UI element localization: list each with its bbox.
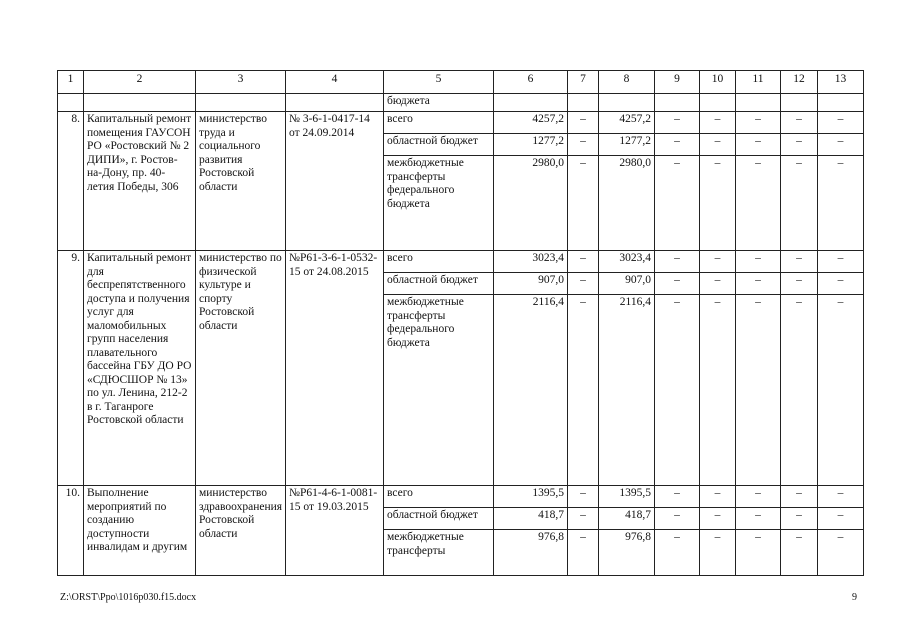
column-number: 13 bbox=[818, 71, 864, 94]
column-number: 1 bbox=[58, 71, 84, 94]
value-cell-9: – bbox=[655, 251, 700, 273]
value-cell-6: 4257,2 bbox=[494, 112, 568, 134]
column-number: 4 bbox=[286, 71, 384, 94]
file-path: Z:\ORST\Ppo\1016p030.f15.docx bbox=[60, 592, 197, 603]
value-cell-7: – bbox=[568, 251, 599, 273]
column-number: 5 bbox=[384, 71, 494, 94]
value-cell-9: – bbox=[655, 112, 700, 134]
value-cell-9: – bbox=[655, 156, 700, 251]
value-cell-8: 4257,2 bbox=[599, 112, 655, 134]
value-cell-8: 2980,0 bbox=[599, 156, 655, 251]
continuation-row bbox=[58, 94, 864, 112]
value-cell-12: – bbox=[781, 134, 818, 156]
value-cell-11: – bbox=[736, 486, 781, 508]
table-row bbox=[58, 112, 864, 134]
value-cell-10: – bbox=[700, 112, 736, 134]
column-number: 11 bbox=[736, 71, 781, 94]
value-cell-10: – bbox=[700, 295, 736, 486]
value-cell-11: – bbox=[736, 530, 781, 576]
value-cell-8: 907,0 bbox=[599, 273, 655, 295]
page-number: 9 bbox=[852, 592, 857, 603]
value-cell-13: – bbox=[818, 134, 864, 156]
column-number-header-row bbox=[58, 71, 864, 94]
value-cell-12: – bbox=[781, 486, 818, 508]
value-cell-12: – bbox=[781, 156, 818, 251]
value-cell-6: 418,7 bbox=[494, 508, 568, 530]
value-cell-10: – bbox=[700, 508, 736, 530]
value-cell-9: – bbox=[655, 295, 700, 486]
value-cell-10: – bbox=[700, 134, 736, 156]
value-cell-7: – bbox=[568, 156, 599, 251]
responsible-ministry: министерство по физической культуре и спорту Ростовской области bbox=[196, 251, 286, 486]
object-name: Капитальный ремонт для беспрепятственного доступа и получения услуг для маломобильных групп населения плавательного бассейна ГБУ ДО РО «СДЮСШОР № 13» по ул. Ленина, 212-2 в г. Таганроге Ростовской области bbox=[84, 251, 196, 486]
value-cell-7: – bbox=[568, 530, 599, 576]
value-cell-9: – bbox=[655, 508, 700, 530]
value-cell-6: 2980,0 bbox=[494, 156, 568, 251]
value-cell-9: – bbox=[655, 134, 700, 156]
value-cell-6: 3023,4 bbox=[494, 251, 568, 273]
funding-source: межбюджетные трансферты федерального бюджета bbox=[384, 295, 494, 486]
object-name: Выполнение мероприятий по созданию доступности инвалидам и другим bbox=[84, 486, 196, 576]
value-cell-12: – bbox=[781, 112, 818, 134]
value-cell-10: – bbox=[700, 273, 736, 295]
value-cell-7: – bbox=[568, 134, 599, 156]
column-number: 10 bbox=[700, 71, 736, 94]
value-cell-11: – bbox=[736, 112, 781, 134]
table-row bbox=[58, 486, 864, 508]
value-cell-8: 976,8 bbox=[599, 530, 655, 576]
funding-source: всего bbox=[384, 486, 494, 508]
value-cell-9: – bbox=[655, 486, 700, 508]
agreement-number: №Р61-3-6-1-0532-15 от 24.08.2015 bbox=[286, 251, 384, 486]
value-cell-6: 1395,5 bbox=[494, 486, 568, 508]
value-cell-12: – bbox=[781, 295, 818, 486]
value-cell-8: 3023,4 bbox=[599, 251, 655, 273]
value-cell-9: – bbox=[655, 273, 700, 295]
value-cell-10: – bbox=[700, 156, 736, 251]
row-number: 9. bbox=[58, 251, 84, 486]
value-cell-13: – bbox=[818, 156, 864, 251]
funding-source: межбюджетные трансферты федерального бюджета bbox=[384, 156, 494, 251]
value-cell-7: – bbox=[568, 112, 599, 134]
value-cell-8: 1395,5 bbox=[599, 486, 655, 508]
column-number: 9 bbox=[655, 71, 700, 94]
funding-source: областной бюджет bbox=[384, 508, 494, 530]
funding-source: всего bbox=[384, 112, 494, 134]
table-row bbox=[58, 251, 864, 273]
value-cell-8: 2116,4 bbox=[599, 295, 655, 486]
budget-table bbox=[57, 70, 864, 576]
value-cell-12: – bbox=[781, 273, 818, 295]
value-cell-11: – bbox=[736, 156, 781, 251]
column-number: 6 bbox=[494, 71, 568, 94]
row-number: 10. bbox=[58, 486, 84, 576]
value-cell-13: – bbox=[818, 251, 864, 273]
value-cell-10: – bbox=[700, 251, 736, 273]
column-number: 12 bbox=[781, 71, 818, 94]
value-cell-7: – bbox=[568, 273, 599, 295]
value-cell-9: – bbox=[655, 530, 700, 576]
column-number: 2 bbox=[84, 71, 196, 94]
funding-source: всего bbox=[384, 251, 494, 273]
agreement-number: №Р61-4-6-1-0081-15 от 19.03.2015 bbox=[286, 486, 384, 576]
value-cell-7: – bbox=[568, 295, 599, 486]
object-name: Капитальный ремонт помещения ГАУСОН РО «Ростовский № 2 ДИПИ», г. Ростов-на-Дону, пр. 40-летия Победы, 306 bbox=[84, 112, 196, 251]
funding-source: областной бюджет bbox=[384, 134, 494, 156]
value-cell-6: 907,0 bbox=[494, 273, 568, 295]
row-number: 8. bbox=[58, 112, 84, 251]
value-cell-10: – bbox=[700, 530, 736, 576]
value-cell-13: – bbox=[818, 486, 864, 508]
value-cell-6: 2116,4 bbox=[494, 295, 568, 486]
funding-source: бюджета bbox=[384, 94, 494, 112]
value-cell-10: – bbox=[700, 486, 736, 508]
funding-source: областной бюджет bbox=[384, 273, 494, 295]
column-number: 3 bbox=[196, 71, 286, 94]
value-cell-11: – bbox=[736, 508, 781, 530]
value-cell-6: 976,8 bbox=[494, 530, 568, 576]
value-cell-13: – bbox=[818, 295, 864, 486]
value-cell-12: – bbox=[781, 530, 818, 576]
value-cell-11: – bbox=[736, 251, 781, 273]
value-cell-8: 418,7 bbox=[599, 508, 655, 530]
column-number: 7 bbox=[568, 71, 599, 94]
responsible-ministry: министерство труда и социального развития Ростовской области bbox=[196, 112, 286, 251]
column-number: 8 bbox=[599, 71, 655, 94]
value-cell-12: – bbox=[781, 251, 818, 273]
value-cell-8: 1277,2 bbox=[599, 134, 655, 156]
value-cell-11: – bbox=[736, 295, 781, 486]
value-cell-13: – bbox=[818, 112, 864, 134]
value-cell-6: 1277,2 bbox=[494, 134, 568, 156]
agreement-number: № 3-6-1-0417-14 от 24.09.2014 bbox=[286, 112, 384, 251]
value-cell-12: – bbox=[781, 508, 818, 530]
value-cell-13: – bbox=[818, 508, 864, 530]
funding-source: межбюджетные трансферты bbox=[384, 530, 494, 576]
responsible-ministry: министерство здравоохранения Ростовской области bbox=[196, 486, 286, 576]
value-cell-13: – bbox=[818, 273, 864, 295]
value-cell-7: – bbox=[568, 486, 599, 508]
value-cell-7: – bbox=[568, 508, 599, 530]
value-cell-11: – bbox=[736, 273, 781, 295]
value-cell-11: – bbox=[736, 134, 781, 156]
value-cell-13: – bbox=[818, 530, 864, 576]
